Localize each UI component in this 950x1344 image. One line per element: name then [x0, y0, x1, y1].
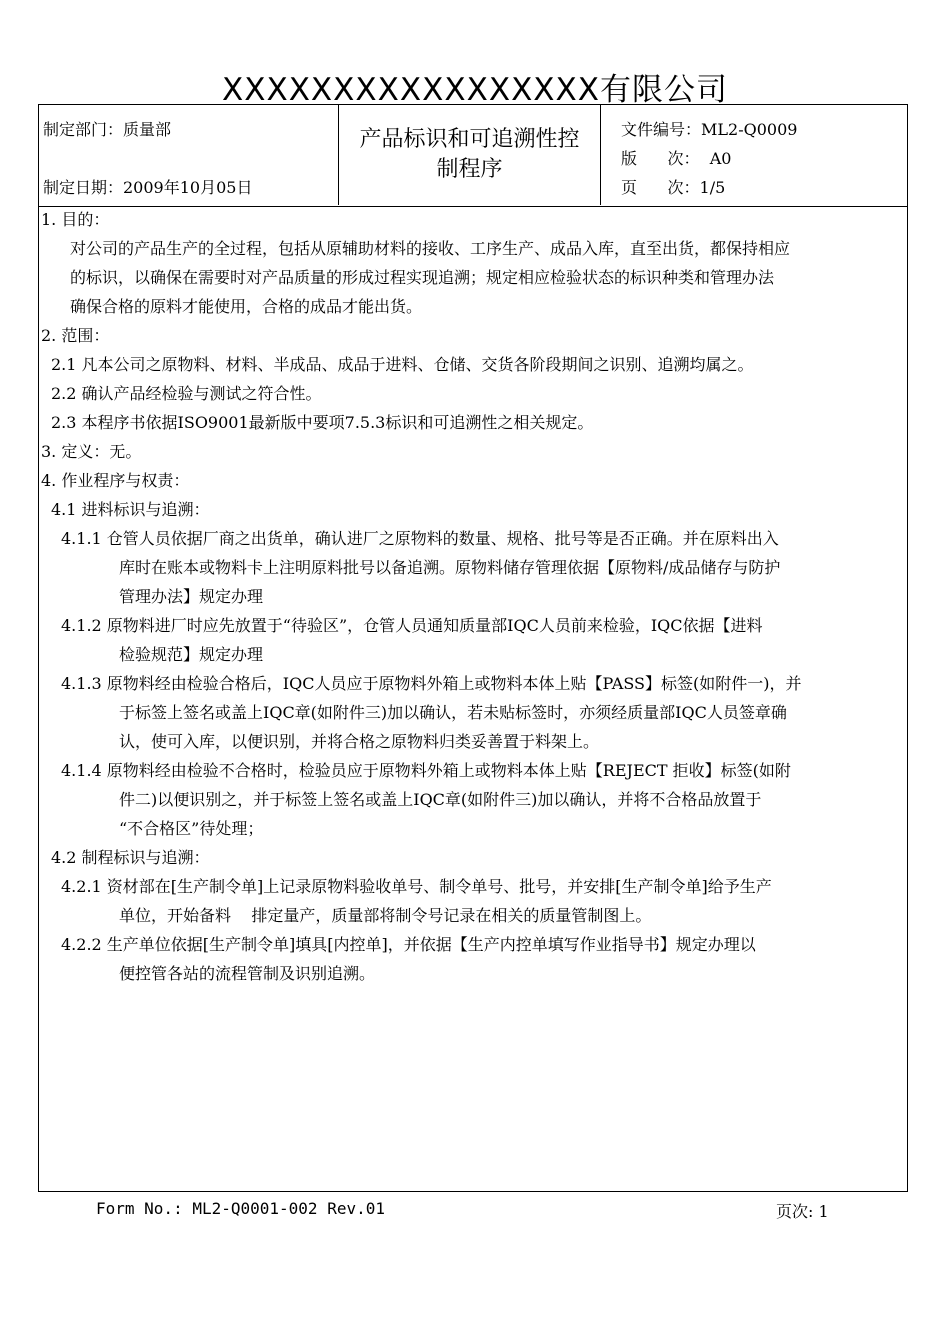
- scope-item: 2.2 确认产品经检验与测试之符合性。: [51, 384, 322, 403]
- clause-text: 4.1.1 仓管人员依据厂商之出货单，确认进厂之原物料的数量、规格、批号等是否正确。并在原料出入: [61, 529, 779, 548]
- clause-text: 便控管各站的流程管制及识别追溯。: [119, 964, 376, 983]
- header-title-cell: [339, 105, 601, 205]
- clause-text: 单位，开始备料 排定量产，质量部将制令号记录在相关的质量管制图上。: [119, 906, 652, 925]
- purpose-text: 对公司的产品生产的全过程，包括从原辅助材料的接收、工序生产、成品入库，直至出货，都保持相应: [70, 239, 791, 258]
- document-title-line1: 产品标识和可追溯性控: [359, 127, 580, 152]
- company-title: XXXXXXXXXXXXXXXXX有限公司: [221, 72, 729, 108]
- footer-form-number: Form No.: ML2-Q0001-002 Rev.01: [96, 1199, 385, 1218]
- clause-text: 4.1.2 原物料进厂时应先放置于“待验区”，仓管人员通知质量部IQC人员前来检验，IQC依据【进料: [61, 616, 763, 635]
- version: 版 次： A0: [621, 149, 732, 168]
- section-2-heading: 2. 范围：: [41, 326, 110, 345]
- subsection-4-1-heading: 4.1 进料标识与追溯：: [51, 500, 210, 519]
- purpose-text: 的标识，以确保在需要时对产品质量的形成过程实现追溯；规定相应检验状态的标识种类和管理办法: [70, 268, 775, 287]
- subsection-4-2-heading: 4.2 制程标识与追溯：: [51, 848, 210, 867]
- clause-text: 库时在账本或物料卡上注明原料批号以备追溯。原物料储存管理依据【原物料/成品储存与防护: [119, 558, 781, 577]
- footer-page-number: 页次: 1: [776, 1202, 829, 1221]
- clause-text: 4.1.4 原物料经由检验不合格时，检验员应于原物料外箱上或物料本体上贴【REJECT 拒收】标签(如附: [61, 761, 791, 780]
- clause-text: 管理办法】规定办理: [119, 587, 264, 606]
- document-title-line2: 制程序: [436, 157, 503, 182]
- dept-label: 制定部门：质量部: [43, 120, 172, 139]
- clause-text: 4.2.1 资材部在[生产制令单]上记录原物料验收单号、制令单号、批号，并安排[生产制令单]给予生产: [61, 877, 772, 896]
- clause-text: 件二)以便识别之，并于标签上签名或盖上IQC章(如附件三)加以确认，并将不合格品放置于: [119, 790, 762, 809]
- header-dept-cell: [39, 105, 339, 205]
- file-number: 文件编号：ML2-Q0009: [621, 120, 798, 139]
- clause-text: “不合格区”待处理；: [119, 819, 264, 838]
- clause-text: 认，使可入库，以便识别，并将合格之原物料归类妥善置于料架上。: [119, 732, 600, 751]
- document-title: [339, 125, 600, 185]
- document-header: [39, 105, 907, 207]
- page-of: 页 次：1/5: [621, 178, 726, 197]
- scope-item: 2.1 凡本公司之原物料、材料、半成品、成品于进料、仓储、交货各阶段期间之识别、追溯均属之。: [51, 355, 754, 374]
- section-3-heading: 3. 定义：无。: [41, 442, 142, 461]
- section-1-heading: 1. 目的：: [41, 210, 110, 229]
- purpose-text: 确保合格的原料才能使用，合格的成品才能出货。: [70, 297, 423, 316]
- clause-text: 于标签上签名或盖上IQC章(如附件三)加以确认，若未贴标签时，亦须经质量部IQC人员签章确: [119, 703, 787, 722]
- clause-text: 4.1.3 原物料经由检验合格后，IQC人员应于原物料外箱上或物料本体上贴【PASS】标签(如附件一)，并: [61, 674, 802, 693]
- scope-item: 2.3 本程序书依据ISO9001最新版中要项7.5.3标识和可追溯性之相关规定。: [51, 413, 594, 432]
- document-frame: [38, 104, 908, 1192]
- date-label: 制定日期：2009年10月05日: [43, 178, 253, 197]
- clause-text: 4.2.2 生产单位依据[生产制令单]填具[内控单]，并依据【生产内控单填写作业指导书】规定办理以: [61, 935, 756, 954]
- section-4-heading: 4. 作业程序与权责：: [41, 471, 190, 490]
- header-meta-cell: [601, 105, 907, 205]
- clause-text: 检验规范】规定办理: [119, 645, 264, 664]
